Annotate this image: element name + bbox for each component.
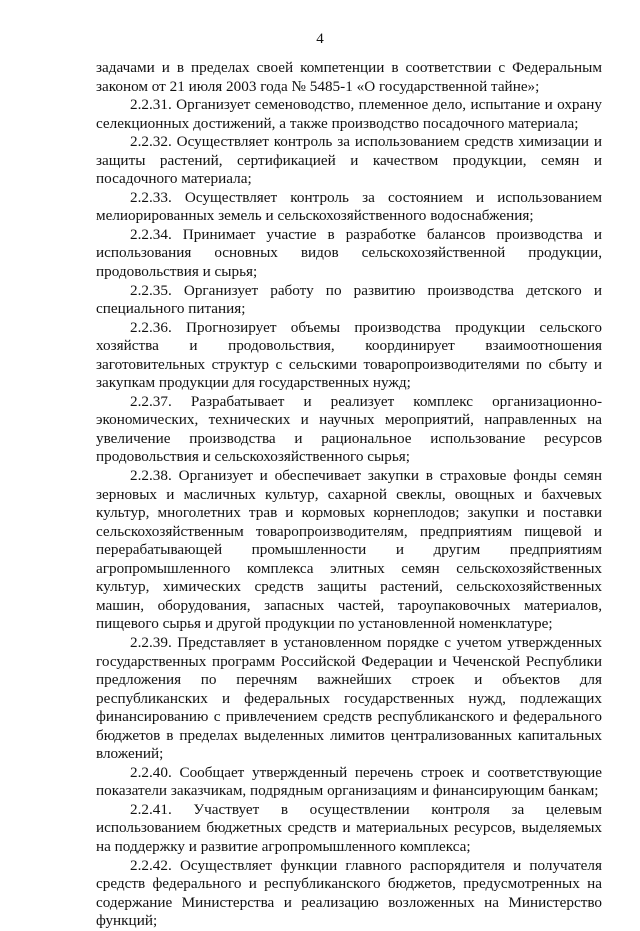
paragraph-2-2-36: 2.2.36. Прогнозирует объемы производства продукции сельского хозяйства и продовольствия, координирует взаимоотношения заготовительных структур с сельскими товаропроизводителями по сбыту и закупкам продукции для государственных нужд; <box>96 318 602 392</box>
paragraph-2-2-40: 2.2.40. Сообщает утвержденный перечень строек и соответствующие показатели заказчикам, подрядным организациям и финансирующим банкам; <box>96 763 602 800</box>
paragraph-2-2-33: 2.2.33. Осуществляет контроль за состоянием и использованием мелиорированных земель и сельскохозяйственного водоснабжения; <box>96 188 602 225</box>
paragraph-2-2-35: 2.2.35. Организует работу по развитию производства детского и специального питания; <box>96 281 602 318</box>
paragraph-2-2-42: 2.2.42. Осуществляет функции главного распорядителя и получателя средств федерального и республиканского бюджетов, предусмотренных на содержание Министерства и реализацию возложенных на Министерство функций; <box>96 856 602 930</box>
paragraph-2-2-34: 2.2.34. Принимает участие в разработке балансов производства и использования основных видов сельскохозяйственной продукции, продовольствия и сырья; <box>96 225 602 281</box>
paragraph-2-2-41: 2.2.41. Участвует в осуществлении контроля за целевым использованием бюджетных средств и материальных ресурсов, выделяемых на поддержку и развитие агропромышленного комплекса; <box>96 800 602 855</box>
paragraph-2-2-38: 2.2.38. Организует и обеспечивает закупки в страховые фонды семян зерновых и масличных культур, сахарной свеклы, овощных и бахчевых культур, многолетних трав и кормовых корнеплодов; закупки и поставки сельскохозяйственным товаропроизводителям, предприятиям пищевой и перерабатывающей промышленности и другим предприятиям агропромышленного комплекса элитных семян сельскохозяйственных культур, химических средств защиты растений, сельскохозяйственных машин, оборудования, запасных частей, тароупаковочных материалов, пищевого сырья и другой продукции по установленной номенклатуре; <box>96 467 602 633</box>
paragraph-continuation: задачами и в пределах своей компетенции в соответствии с Федеральным законом от 21 июля 2003 года № 5485-1 «О государственной тайне»; <box>96 59 602 95</box>
paragraph-2-2-39: 2.2.39. Представляет в установленном порядке с учетом утвержденных государственных программ Российской Федерации и Чеченской Республики предложения по перечням важнейших строек и объектов для республиканских и федеральных государственных нужд, подлежащих финансированию с привлечением средств республиканского и федерального бюджетов в пределах выделенных лимитов централизованных капитальных вложений; <box>96 633 602 763</box>
document-body <box>96 59 602 931</box>
paragraph-2-2-37: 2.2.37. Разрабатывает и реализует комплекс организационно- экономических, технических и научных мероприятий, направленных на увеличение производства и рациональное использование ресурсов продовольствия и сельскохозяйственного сырья; <box>96 392 602 466</box>
paragraph-2-2-32: 2.2.32. Осуществляет контроль за использованием средств химизации и защиты растений, сертификацией и качеством продукции, семян и посадочного материала; <box>96 133 602 188</box>
page-number: 4 <box>316 31 324 47</box>
paragraph-2-2-31: 2.2.31. Организует семеноводство, племенное дело, испытание и охрану селекционных достижений, а также производство посадочного материала; <box>96 96 602 132</box>
